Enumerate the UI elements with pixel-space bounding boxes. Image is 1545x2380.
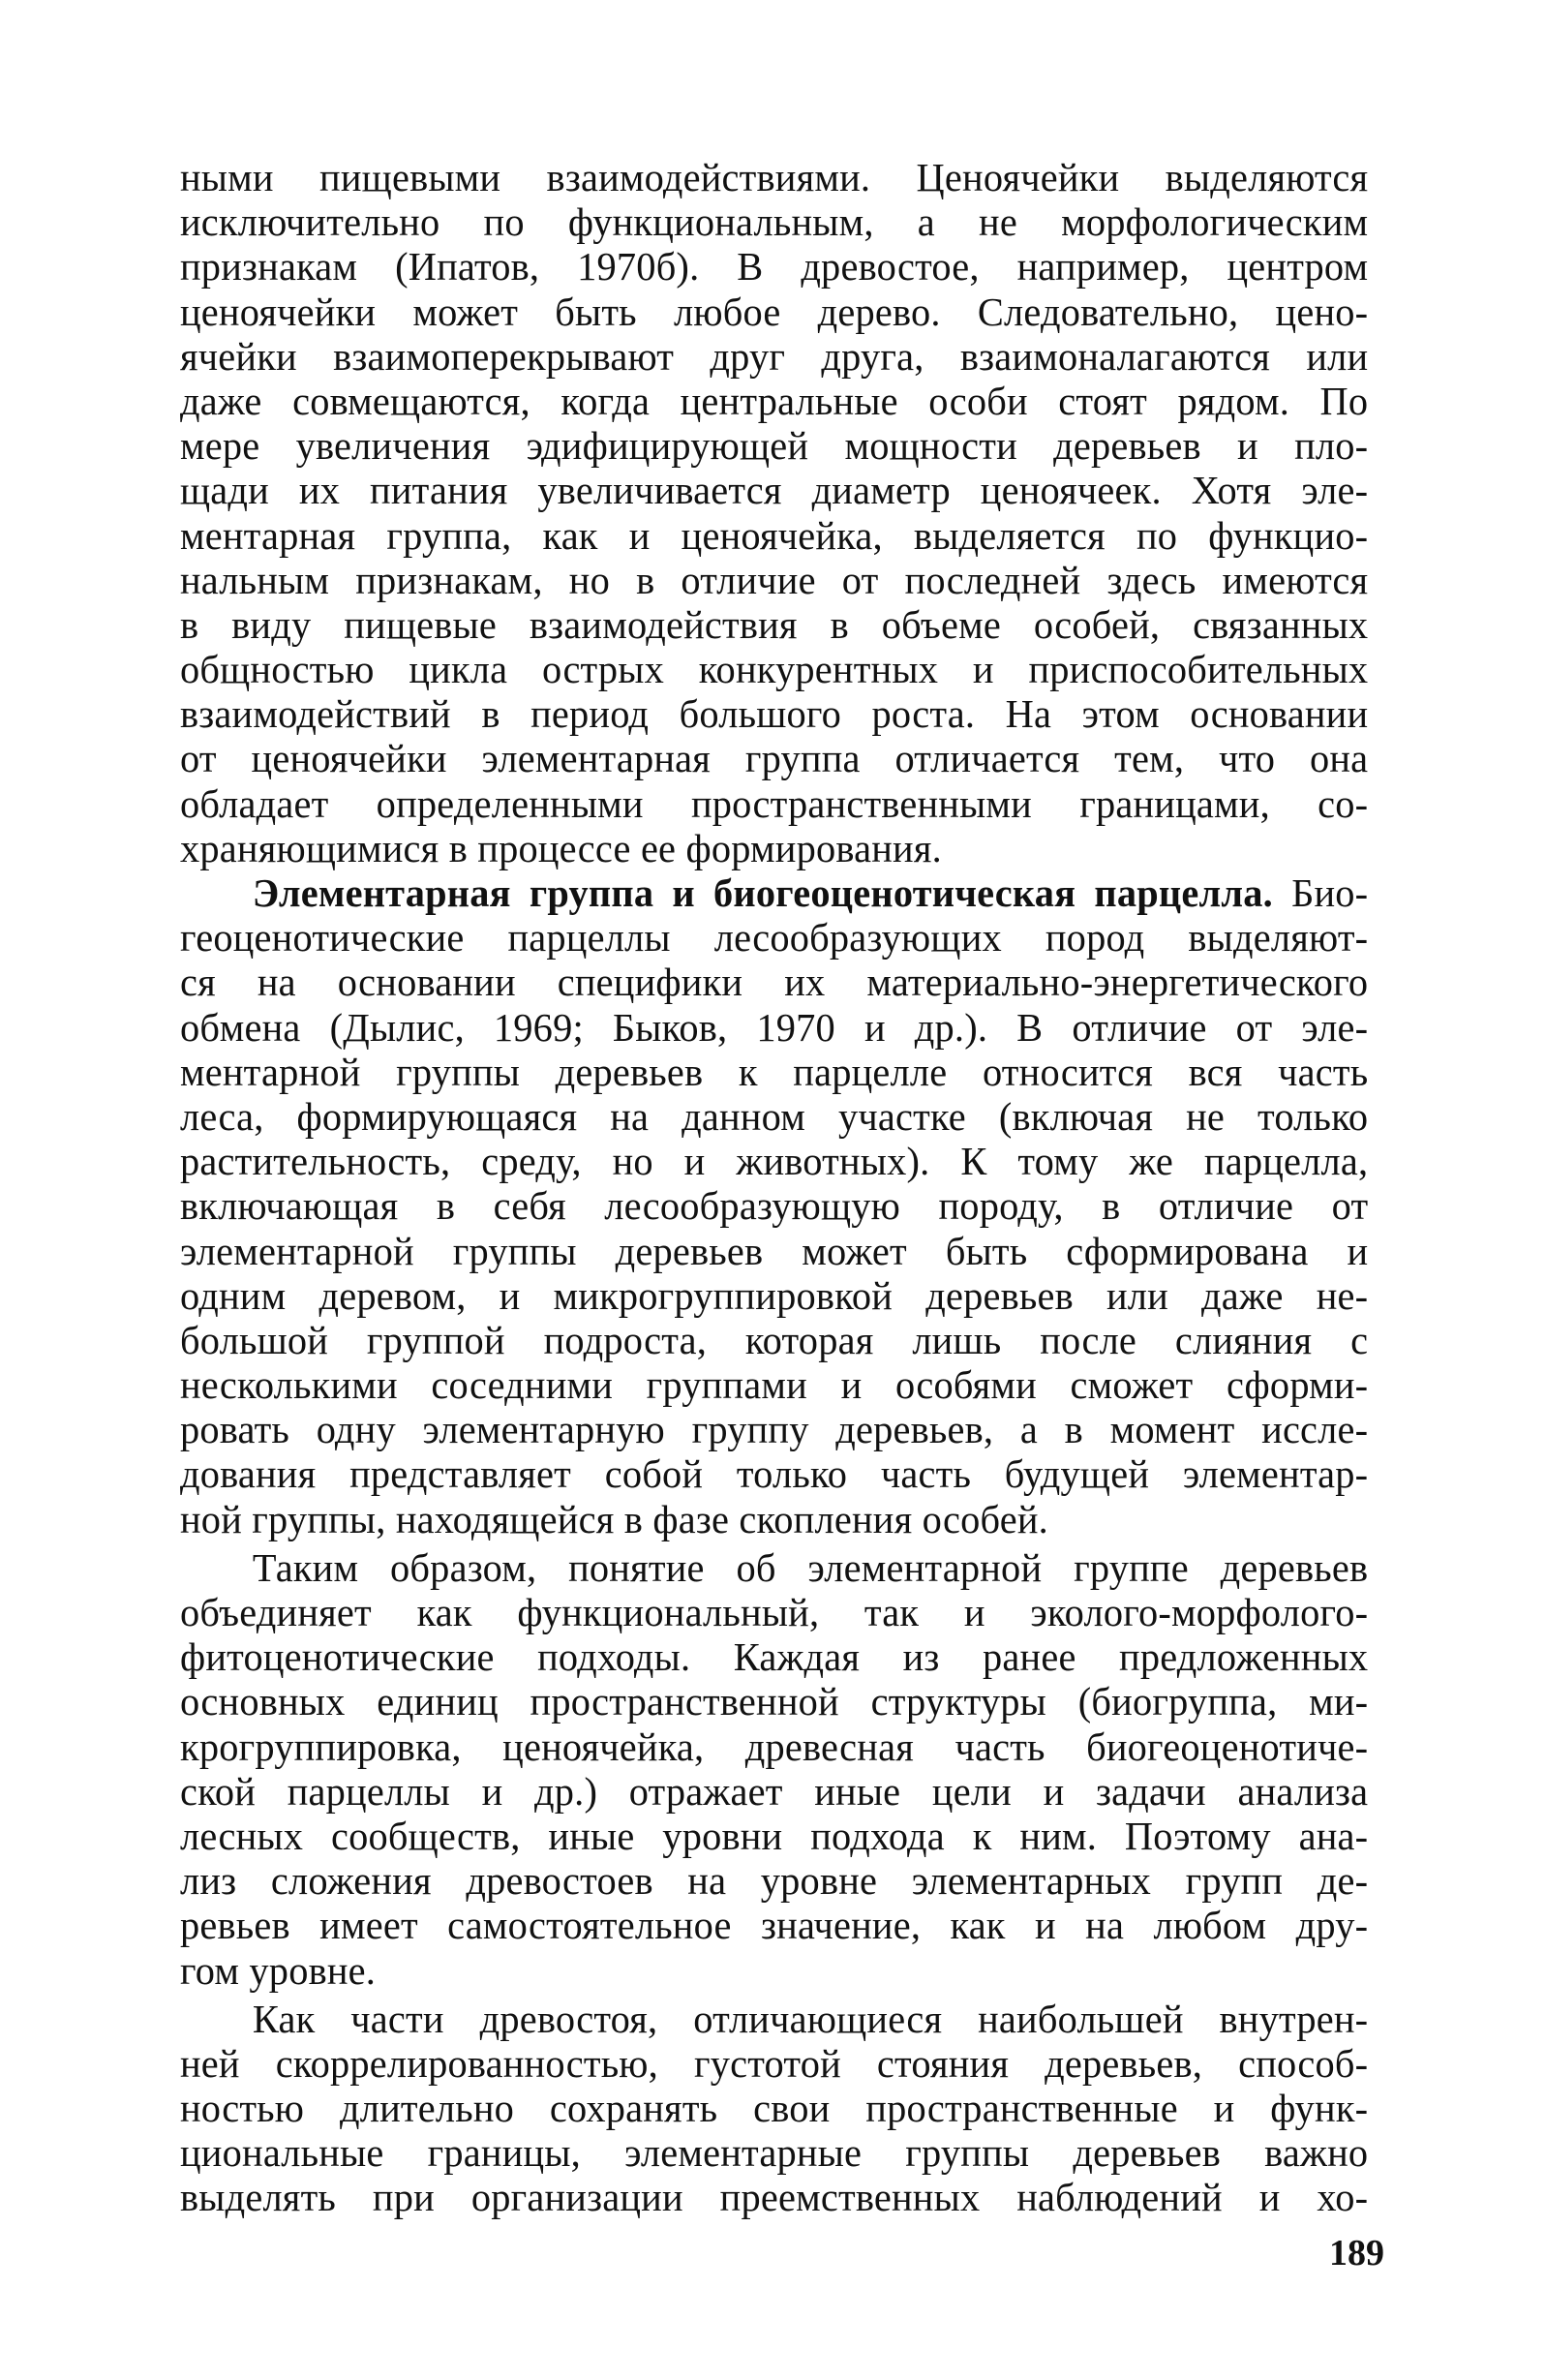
text-line: мере увеличения эдифицирующей мощности деревьев и пло- [180,423,1369,469]
text-line: обладает определенными пространственными границами, со- [180,780,1369,826]
page-body [180,155,1386,2220]
text-line: фитоценотические подходы. Каждая из ранее предложенных [180,1634,1369,1680]
text-line: взаимодействий в период большого роста. На этом основании [180,691,1369,737]
text-line: ной группы, находящейся в фазе скопления особей. [180,1496,1048,1541]
text-line: исключительно по функциональным, а не морфологическим [180,199,1369,245]
text-line: геоценотические парцеллы лесообразующих пород выделяют- [180,915,1369,961]
text-line: ской парцеллы и др.) отражает иные цели и задачи анализа [180,1768,1369,1814]
text-line: ревьев имеет самостоятельное значение, как и на любом дру- [180,1903,1369,1948]
text-line: леса, формирующаяся на данном участке (включая не только [180,1093,1369,1139]
text-line: ными пищевыми взаимодействиями. Ценоячейки выделяются [180,155,1369,199]
text-line: храняющимися в процессе ее формирования. [180,825,942,870]
text-line: гом уровне. [180,1947,377,1993]
text-line: нальным признакам, но в отличие от последней здесь имеются [180,557,1369,602]
text-line: ностью длительно сохранять свои пространственные и функ- [180,2086,1369,2131]
text-line: растительность, среду, но и животных). К тому же парцелла, [180,1139,1369,1184]
paragraph-4 [180,1997,1386,2220]
text-line: ровать одну элементарную группу деревьев, а в момент иссле- [180,1407,1369,1452]
text-line: объединяет как функциональный, так и эколого-морфолого- [180,1590,1369,1634]
text-line: выделять при организации преемственных наблюдений и хо- [180,2175,1369,2220]
text-line: лесных сообществ, иные уровни подхода к ним. Поэтому ана- [180,1813,1369,1858]
text-line: большой группой подроста, которая лишь после слияния с [180,1317,1369,1362]
text-line: общностью цикла острых конкурентных и приспособительных [180,647,1369,692]
page-number: 189 [1329,2233,1384,2273]
text-line: крогруппировка, ценоячейка, древесная часть биогеоценотиче- [180,1724,1369,1769]
text-line: основных единиц пространственной структуры (биогруппа, ми- [180,1679,1369,1724]
text-line: даже совмещаются, когда центральные особи стоят рядом. По [180,378,1369,423]
text-line: ней скоррелированностью, густотой стояния деревьев, способ- [180,2040,1369,2086]
text-line: признакам (Ипатов, 1970б). В древостое, например, центром [180,244,1369,290]
text-line: включающая в себя лесообразующую породу, в отличие от [180,1183,1369,1229]
text-line: ценоячейки может быть любое дерево. Следовательно, цено- [180,289,1369,334]
text-line: циональные границы, элементарные группы деревьев важно [180,2130,1369,2176]
paragraph-3 [180,1545,1386,1993]
text-line: Таким образом, понятие об элементарной группе деревьев [252,1544,1369,1590]
text-line: щади их питания увеличивается диаметр ценоячеек. Хотя эле- [180,468,1369,513]
text-line: Как части древостоя, отличающиеся наибольшей внутрен- [252,1996,1369,2041]
text-line: элементарной группы деревьев может быть сформирована и [180,1228,1369,1273]
text-line: ся на основании специфики их материально-энергетического [180,960,1369,1005]
heading-line-rest: Био- [1272,870,1369,915]
section-heading: Элементарная группа и биогеоценотическая парцелла. [252,870,1273,915]
paragraph-1 [180,155,1386,870]
text-line: обмена (Дылис, 1969; Быков, 1970 и др.). В отличие от эле- [180,1004,1369,1050]
text-line: ячейки взаимоперекрывают друг друга, взаимоналагаются или [180,333,1369,379]
text-line: несколькими соседними группами и особями сможет сформи- [180,1362,1369,1408]
paragraph-2 [180,870,1386,1541]
text-line-with-heading [180,870,1368,915]
text-line: лиз сложения древостоев на уровне элементарных групп де- [180,1858,1369,1904]
text-line: ментарная группа, как и ценоячейка, выделяется по функцио- [180,512,1369,558]
text-line: от ценоячейки элементарная группа отличается тем, что она [180,736,1369,781]
text-line: в виду пищевые взаимодействия в объеме особей, связанных [180,601,1369,647]
text-line: ментарной группы деревьев к парцелле относится вся часть [180,1049,1369,1094]
text-line: одним деревом, и микрогруппировкой деревьев или даже не- [180,1272,1369,1318]
text-line: дования представляет собой только часть будущей элементар- [180,1451,1369,1497]
